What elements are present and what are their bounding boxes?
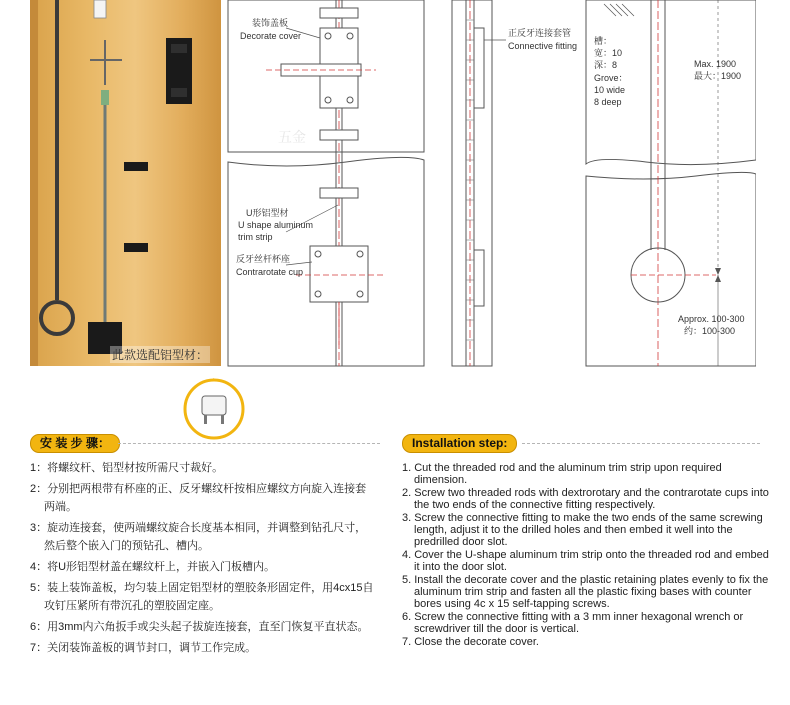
profile-inset	[183, 378, 245, 440]
cn-step: 3：旋动连接套，使两端螺纹旋合长度基本相同，并调整到钻孔尺寸，然后整个嵌入门的预钻孔、槽内。	[30, 522, 367, 552]
cn-step: 5：装上装饰盖板，均匀装上固定铝型材的塑胶条形固定件，用4cx15自攻钉压紧所有带沉孔的塑胶固定座。	[30, 582, 374, 612]
en-step: 3. Screw the connective fitting to make the two ends of the same screwing length, adjust it to the drilled holes and then embed it well into the predrilled door slot.	[402, 511, 763, 549]
en-step: 7. Close the decorate cover.	[402, 635, 539, 648]
label-wide-en: 10 wide	[594, 85, 626, 95]
label-depth-cn: 深：8	[594, 60, 618, 70]
label-connective-en: Connective fitting	[508, 41, 578, 51]
cn-steps-list	[30, 459, 375, 660]
label-contrarotate-cn: 反牙丝杆杯座	[236, 254, 291, 264]
photo-top-cap	[94, 0, 106, 18]
cn-divider	[118, 443, 380, 444]
en-step: 5. Install the decorate cover and the plastic retaining plates evenly to fix the aluminum trim strip and fasten all the plastic fixing bases with counter bores using 4c x 15 self-tapping screws.	[402, 573, 769, 611]
en-step: 1. Cut the threaded rod and the aluminum trim strip upon required dimension.	[402, 462, 722, 487]
cn-section-title: 安 装 步 骤：	[30, 434, 120, 453]
label-connective-cn: 正反牙连接套管	[508, 28, 572, 38]
cn-step: 2：分别把两根带有杯座的正、反牙螺纹杆按相应螺纹方向旋入连接套两端。	[30, 483, 367, 513]
photo-caption: 此款选配铝型材：	[112, 348, 209, 362]
label-u-shape-en-2: trim strip	[238, 232, 273, 242]
photo-connective-fitting	[101, 90, 109, 105]
photo-rod-loop	[41, 302, 73, 334]
diagram-drawing	[226, 0, 756, 370]
label-decorate-cover-en: Decorate cover	[240, 31, 302, 41]
en-divider	[522, 443, 760, 444]
photo-clip-2	[124, 243, 148, 252]
label-decorate-cover-cn: 装饰盖板	[252, 18, 289, 28]
technical-diagram	[226, 0, 756, 370]
cn-step: 7：关闭装饰盖板的调节封口，调节工作完成。	[30, 642, 257, 654]
label-approx-en: Approx. 100-300	[678, 314, 745, 324]
label-u-shape-cn: U形铝型材	[246, 208, 289, 218]
photo-clip-1	[124, 162, 148, 171]
en-section-title: Installation step:	[402, 434, 517, 453]
watermark-text: 五金	[278, 129, 306, 145]
photo-illustration	[30, 0, 221, 366]
cn-step: 1：将螺纹杆、铝型材按所需尺寸裁好。	[30, 462, 224, 474]
label-grove-en: Grove：	[594, 73, 628, 83]
label-max-en: Max. 1900	[694, 59, 737, 69]
label-contrarotate-en: Contrarotate cup	[236, 267, 304, 277]
product-photo	[30, 0, 221, 366]
contrarotate-cup-shape	[310, 246, 368, 302]
cn-step: 4：将U形铝型材盖在螺纹杆上，并嵌入门板槽内。	[30, 561, 276, 573]
label-width-cn: 宽：10	[594, 48, 623, 58]
cn-step: 6：用3mm内六角扳手或尖头起子拔旋连接套，直至门恢复平直状态。	[30, 621, 369, 633]
en-steps-list	[402, 462, 772, 648]
en-step: 2. Screw two threaded rods with dextrorotary and the contrarotate cups into the two ends of the connective fitting respectively.	[402, 486, 769, 512]
en-step: 4. Cover the U-shape aluminum trim strip onto the threaded rod and embed it into the door slot.	[402, 548, 769, 574]
label-u-shape-en-1: U shape aluminum	[238, 220, 314, 230]
label-max-cn: 最大：1900	[694, 71, 742, 81]
label-groove-cn: 槽：	[594, 36, 613, 46]
label-deep-en: 8 deep	[594, 97, 622, 107]
en-step: 6. Screw the connective fitting with a 3 mm inner hexagonal wrench or screwdriver till the door is vertical.	[402, 610, 744, 636]
side-view-panel	[452, 0, 492, 366]
label-approx-cn: 约：100-300	[684, 326, 736, 336]
